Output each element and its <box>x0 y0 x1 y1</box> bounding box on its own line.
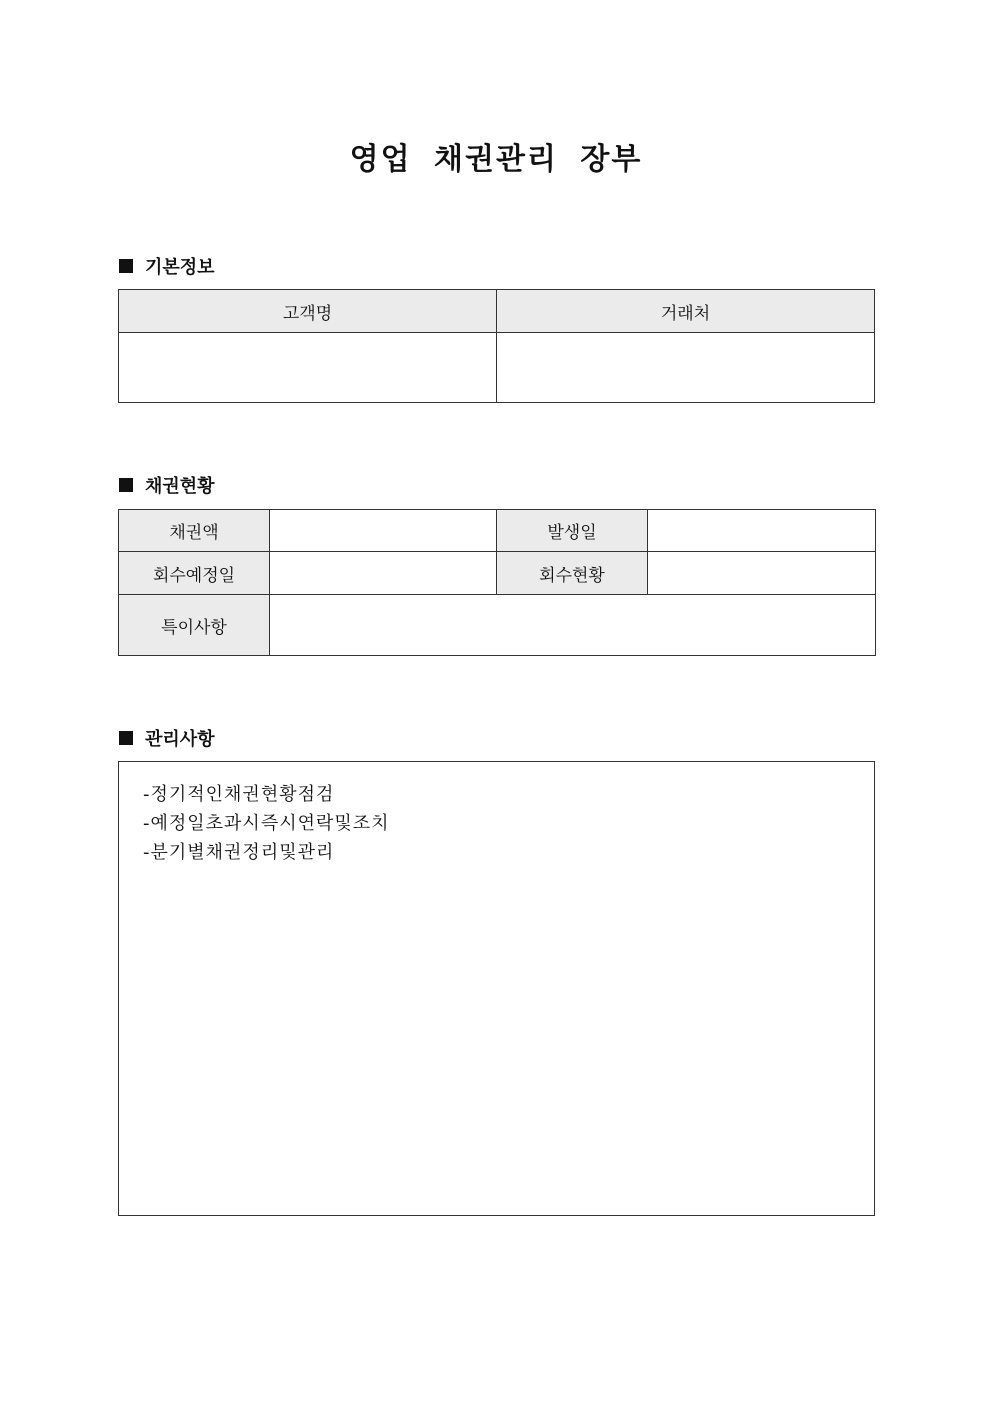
amount-cell[interactable] <box>270 510 497 552</box>
basic-info-heading <box>119 253 215 279</box>
receivables-table <box>118 509 876 656</box>
expected-collection-date-label: 회수예정일 <box>119 552 270 595</box>
management-notes-box[interactable] <box>118 761 875 1216</box>
remarks-label: 특이사항 <box>119 595 270 656</box>
expected-collection-date-cell[interactable] <box>270 552 497 595</box>
basic-info-heading-label: 기본정보 <box>145 257 215 278</box>
list-item: -예정일초과시즉시연락및조치 <box>143 813 390 834</box>
amount-label: 채권액 <box>119 510 270 552</box>
list-item: -정기적인채권현황점검 <box>143 784 335 805</box>
basic-info-table <box>118 289 875 403</box>
receivables-heading <box>119 472 215 498</box>
square-bullet-icon <box>119 259 133 273</box>
collection-status-cell[interactable] <box>648 552 876 595</box>
square-bullet-icon <box>119 478 133 492</box>
customer-name-header: 고객명 <box>119 290 497 333</box>
client-header: 거래처 <box>497 290 875 333</box>
issue-date-cell[interactable] <box>648 510 876 552</box>
management-heading <box>119 725 215 751</box>
collection-status-label: 회수현황 <box>497 552 648 595</box>
page-title: 영업 채권관리 장부 <box>349 142 643 177</box>
management-notes-list <box>119 762 874 867</box>
client-cell[interactable] <box>497 333 875 403</box>
management-heading-label: 관리사항 <box>145 729 215 750</box>
issue-date-label: 발생일 <box>497 510 648 552</box>
receivables-heading-label: 채권현황 <box>145 476 215 497</box>
remarks-cell[interactable] <box>270 595 876 656</box>
customer-name-cell[interactable] <box>119 333 497 403</box>
square-bullet-icon <box>119 731 133 745</box>
list-item: -분기별채권정리및관리 <box>143 842 335 863</box>
